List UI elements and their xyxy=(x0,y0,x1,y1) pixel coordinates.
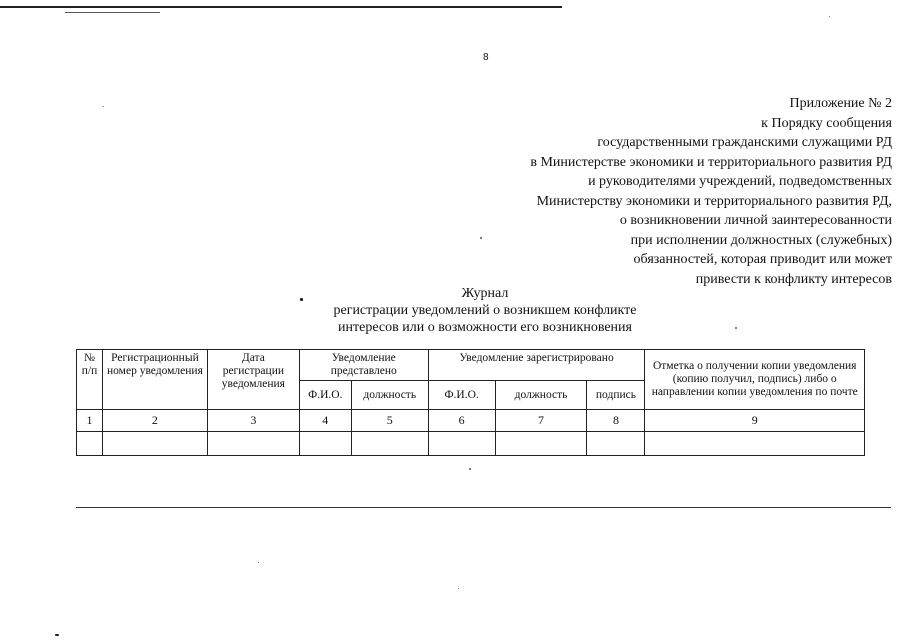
header-registered-position: должность xyxy=(495,381,587,410)
scan-speck xyxy=(458,588,459,589)
appendix-line: к Порядку сообщения xyxy=(761,115,892,131)
column-number: 7 xyxy=(495,410,587,432)
appendix-line: Приложение № 2 xyxy=(789,96,892,111)
column-number-row xyxy=(77,410,865,432)
top-border-line xyxy=(0,6,562,8)
table-cell xyxy=(207,432,299,456)
header-registered-signature: подпись xyxy=(587,381,645,410)
scan-speck xyxy=(469,468,471,470)
table-cell xyxy=(77,432,103,456)
appendix-line: при исполнении должностных (служебных) xyxy=(630,232,892,248)
table-header-row xyxy=(77,350,865,381)
top-border-subline xyxy=(65,12,160,13)
table-cell xyxy=(299,432,351,456)
journal-title-line: интересов или о возможности его возникновения xyxy=(338,320,632,335)
column-number: 9 xyxy=(645,410,865,432)
table-cell xyxy=(351,432,428,456)
header-registered-group: Уведомление зарегистрировано xyxy=(428,350,645,381)
header-submitted-position: должность xyxy=(351,381,428,410)
scan-speck xyxy=(735,327,737,329)
header-num: № п/п xyxy=(77,350,103,410)
scan-speck xyxy=(480,237,482,239)
header-reg-number: Регистрационный номер уведомления xyxy=(102,350,207,410)
header-receipt-note: Отметка о получении копии уведомления (копию получил, подпись) либо о направлении копии уведомления по почте xyxy=(645,350,865,410)
scan-speck xyxy=(103,106,104,107)
column-number: 5 xyxy=(351,410,428,432)
scan-speck xyxy=(829,16,830,17)
column-number: 8 xyxy=(587,410,645,432)
appendix-line: Министерству экономики и территориального развития РД, xyxy=(536,193,892,209)
table-cell xyxy=(645,432,865,456)
journal-title-line: регистрации уведомлений о возникшем конфликте xyxy=(333,303,637,318)
page-number: 8 xyxy=(483,52,489,63)
table-cell xyxy=(587,432,645,456)
column-number: 2 xyxy=(102,410,207,432)
journal-title xyxy=(290,285,680,336)
appendix-line: привести к конфликту интересов xyxy=(695,271,892,287)
appendix-line: в Министерстве экономики и территориального развития РД xyxy=(530,154,892,170)
journal-table xyxy=(76,349,865,456)
appendix-line: обязанностей, которая приводит или может xyxy=(633,252,892,267)
scan-speck xyxy=(300,298,303,301)
header-reg-date: Дата регистрации уведомления xyxy=(207,350,299,410)
appendix-header xyxy=(530,94,892,289)
scan-speck xyxy=(258,562,259,563)
journal-title-heading: Журнал xyxy=(461,286,509,301)
bottom-border-line xyxy=(76,507,891,508)
header-submitted-group: Уведомление представлено xyxy=(299,350,428,381)
table-row xyxy=(77,432,865,456)
column-number: 6 xyxy=(428,410,495,432)
appendix-line: государственными гражданскими служащими РД xyxy=(597,135,892,150)
column-number: 3 xyxy=(207,410,299,432)
header-submitted-name: Ф.И.О. xyxy=(299,381,351,410)
header-registered-name: Ф.И.О. xyxy=(428,381,495,410)
table-cell xyxy=(495,432,587,456)
scan-speck xyxy=(55,634,59,636)
table-cell xyxy=(428,432,495,456)
appendix-line: и руководителями учреждений, подведомственных xyxy=(588,174,892,189)
column-number: 4 xyxy=(299,410,351,432)
table-cell xyxy=(102,432,207,456)
column-number: 1 xyxy=(77,410,103,432)
appendix-line: о возникновении личной заинтересованности xyxy=(619,213,892,228)
